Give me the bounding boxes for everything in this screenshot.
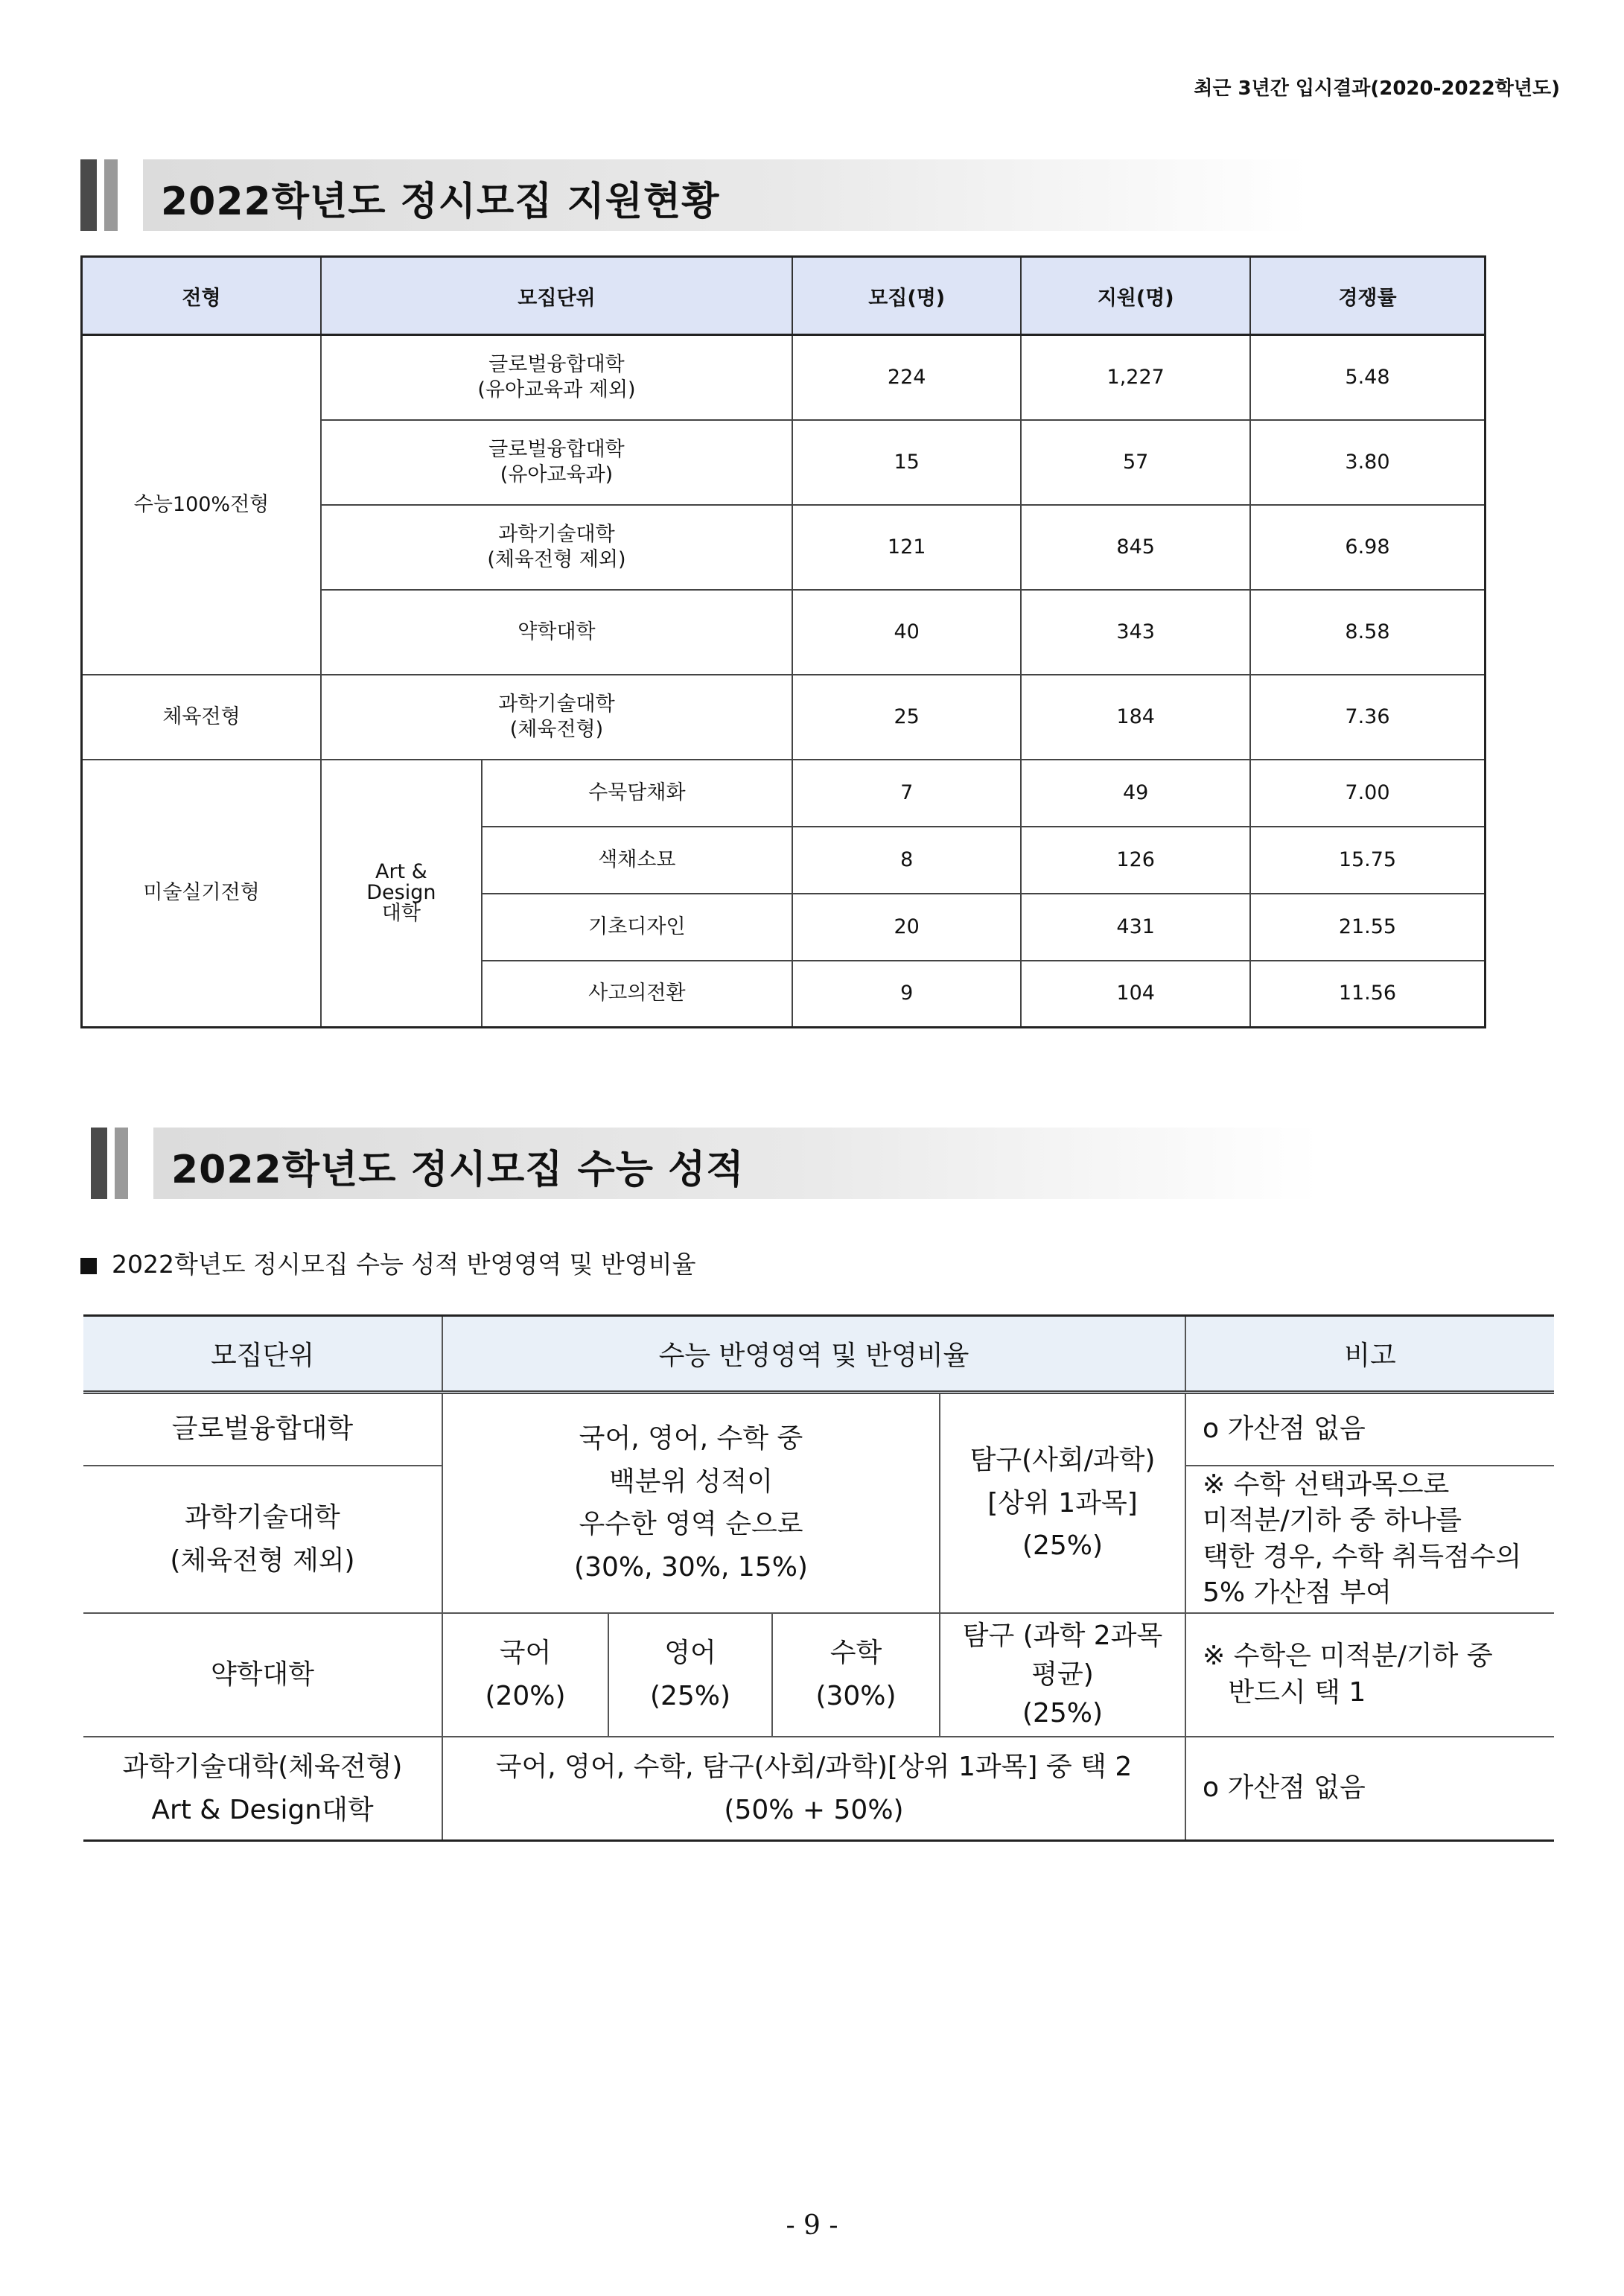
unit-science-tech: 과학기술대학 (체육전형 제외) [83, 1466, 442, 1613]
unit-cell: 기초디자인 [482, 894, 792, 961]
apply-cell: 57 [1021, 420, 1250, 505]
ratio-cell: 3.80 [1250, 420, 1486, 505]
application-status-table [80, 255, 1486, 1028]
document-header-note: 최근 3년간 입시결과(2020-2022학년도) [1194, 77, 1560, 100]
ratio-cell: 8.58 [1250, 590, 1486, 675]
ratio-cell: 11.56 [1250, 961, 1486, 1028]
group-pe: 체육전형 [82, 675, 322, 760]
apply-cell: 343 [1021, 590, 1250, 675]
inquiry-cell: 탐구 (과학 2과목 평균) (25%) [940, 1613, 1185, 1737]
table-row [83, 1737, 1554, 1841]
group-art: 미술실기전형 [82, 760, 322, 1028]
unit-cell: 약학대학 [321, 590, 792, 675]
note-cell: o 가산점 없음 [1185, 1737, 1554, 1841]
note-cell: ※ 수학 선택과목으로 미적분/기하 중 하나를 택한 경우, 수학 취득점수의 5% 가산점 부여 [1185, 1466, 1554, 1613]
recruit-cell: 121 [792, 505, 1021, 590]
title-accent-bar-dark [80, 159, 97, 231]
title-accent-bar-light [115, 1128, 128, 1199]
section2-title-bar [91, 1128, 1319, 1199]
recruit-cell: 15 [792, 420, 1021, 505]
square-bullet-icon [80, 1258, 97, 1274]
apply-cell: 845 [1021, 505, 1250, 590]
ratio-cell: 5.48 [1250, 335, 1486, 420]
apply-cell: 126 [1021, 827, 1250, 894]
apply-cell: 184 [1021, 675, 1250, 760]
page-number: - 9 - [786, 2210, 838, 2241]
unit-cell: 과학기술대학 (체육전형 제외) [321, 505, 792, 590]
recruit-cell: 20 [792, 894, 1021, 961]
csat-reflection-table [83, 1314, 1554, 1842]
korean-ratio: 국어 (20%) [442, 1613, 608, 1737]
recruit-cell: 7 [792, 760, 1021, 827]
recruit-cell: 224 [792, 335, 1021, 420]
unit-cell: 사고의전환 [482, 961, 792, 1028]
table-row [82, 335, 1486, 420]
section2-title: 2022학년도 정시모집 수능 성적 [171, 1148, 745, 1192]
unit-pharmacy: 약학대학 [83, 1613, 442, 1737]
apply-cell: 104 [1021, 961, 1250, 1028]
col-header-recruit: 모집(명) [792, 257, 1021, 335]
unit-cell: 글로벌융합대학 (유아교육과 제외) [321, 335, 792, 420]
unit-cell: 수묵담채화 [482, 760, 792, 827]
recruit-cell: 8 [792, 827, 1021, 894]
apply-cell: 1,227 [1021, 335, 1250, 420]
section1-title-bar [80, 159, 1309, 231]
section2-subtitle [80, 1245, 695, 1280]
col-header-unit: 모집단위 [321, 257, 792, 335]
ratio-cell: 7.36 [1250, 675, 1486, 760]
col-header-areas: 수능 반영영역 및 반영비율 [442, 1316, 1185, 1393]
col-header-note: 비고 [1185, 1316, 1554, 1393]
table-row [83, 1393, 1554, 1466]
ratio-cell: 15.75 [1250, 827, 1486, 894]
group-suneung: 수능100%전형 [82, 335, 322, 675]
title-accent-bar-light [104, 159, 118, 231]
table-row [82, 675, 1486, 760]
ratio-cell: 6.98 [1250, 505, 1486, 590]
col-header-apply: 지원(명) [1021, 257, 1250, 335]
table-row [83, 1613, 1554, 1737]
art-design-college: Art & Design 대학 [321, 760, 482, 1028]
ratio-cell: 21.55 [1250, 894, 1486, 961]
col-header-type: 전형 [82, 257, 322, 335]
recruit-cell: 9 [792, 961, 1021, 1028]
table-header-row [83, 1316, 1554, 1393]
english-ratio: 영어 (25%) [608, 1613, 772, 1737]
apply-cell: 431 [1021, 894, 1250, 961]
table-header-row [82, 257, 1486, 335]
unit-cell: 글로벌융합대학 (유아교육과) [321, 420, 792, 505]
unit-pe-art: 과학기술대학(체육전형) Art & Design대학 [83, 1737, 442, 1841]
unit-global-convergence: 글로벌융합대학 [83, 1393, 442, 1466]
section2-subtitle-text: 2022학년도 정시모집 수능 성적 반영영역 및 반영비율 [112, 1250, 696, 1279]
areas-cell: 국어, 영어, 수학 중 백분위 성적이 우수한 영역 순으로 (30%, 30%, 15%) [442, 1393, 940, 1613]
table-row [82, 760, 1486, 827]
col-header-ratio: 경쟁률 [1250, 257, 1486, 335]
areas-cell: 국어, 영어, 수학, 탐구(사회/과학)[상위 1과목] 중 택 2 (50% + 50%) [442, 1737, 1185, 1841]
note-cell: o 가산점 없음 [1185, 1393, 1554, 1466]
inquiry-cell: 탐구(사회/과학) [상위 1과목] (25%) [940, 1393, 1185, 1613]
unit-cell: 과학기술대학 (체육전형) [321, 675, 792, 760]
note-cell: ※ 수학은 미적분/기하 중 반드시 택 1 [1185, 1613, 1554, 1737]
unit-cell: 색채소묘 [482, 827, 792, 894]
apply-cell: 49 [1021, 760, 1250, 827]
ratio-cell: 7.00 [1250, 760, 1486, 827]
col-header-unit: 모집단위 [83, 1316, 442, 1393]
recruit-cell: 40 [792, 590, 1021, 675]
title-accent-bar-dark [91, 1128, 107, 1199]
section1-title: 2022학년도 정시모집 지원현황 [161, 179, 720, 224]
math-ratio: 수학 (30%) [772, 1613, 940, 1737]
recruit-cell: 25 [792, 675, 1021, 760]
